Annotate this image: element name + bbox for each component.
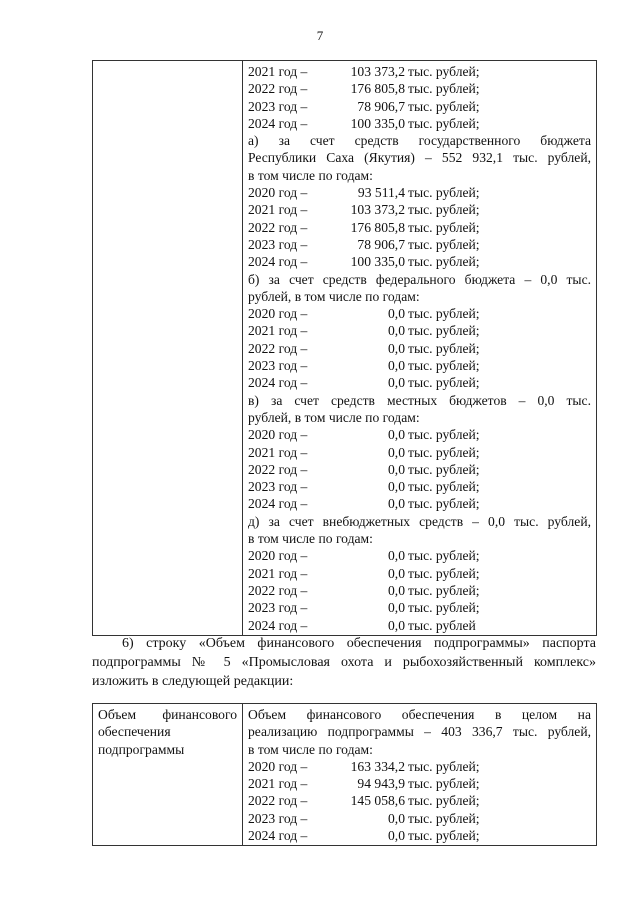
amount-unit: тыс. рублей; [408, 548, 480, 564]
year-row [248, 115, 591, 132]
year-row [248, 236, 591, 253]
year-row [248, 374, 591, 391]
year-label: 2023 год – [248, 358, 308, 374]
year-row [248, 201, 591, 218]
amount-value: 0,0 [388, 548, 405, 564]
amount-unit: тыс. рублей; [408, 115, 480, 131]
funding-detail-cell [243, 704, 597, 846]
amount-unit: тыс. рублей; [408, 793, 480, 809]
year-row [248, 582, 591, 599]
text-line: в том числе по годам: [248, 531, 373, 547]
year-row [248, 444, 591, 461]
year-label: 2024 год – [248, 828, 308, 844]
text-line: д) за счет внебюджетных средств – 0,0 тыс. рублей, [248, 513, 591, 529]
amount-unit: тыс. рублей; [408, 565, 480, 581]
amount-value: 0,0 [388, 323, 405, 339]
funding-table-continued [92, 60, 597, 636]
paragraph-line: 6) строку «Объем финансового обеспечения подпрограммы» паспорта [122, 636, 596, 651]
amount-unit: тыс. рублей; [408, 582, 480, 598]
label-line: обеспечения [98, 724, 171, 740]
amount-value: 0,0 [388, 444, 405, 460]
amount-unit: тыс. рублей; [408, 98, 480, 114]
amount-unit: тыс. рублей; [408, 461, 480, 477]
year-row [248, 253, 591, 270]
text-line: реализацию подпрограммы – 403 336,7 тыс. рублей, [248, 724, 591, 740]
year-row [248, 617, 591, 634]
amount-value: 78 906,7 [357, 98, 405, 114]
year-row [248, 547, 591, 564]
amount-value: 0,0 [388, 810, 405, 826]
year-label: 2021 год – [248, 323, 308, 339]
year-label: 2022 год – [248, 219, 308, 235]
text-line: рублей, в том числе по годам: [248, 288, 420, 304]
year-label: 2023 год – [248, 600, 308, 616]
year-label: 2021 год – [248, 444, 308, 460]
label-cell [93, 704, 243, 846]
year-label: 2024 год – [248, 375, 308, 391]
amount-value: 0,0 [388, 461, 405, 477]
page-number: 7 [316, 28, 324, 43]
amount-value: 103 373,2 [350, 202, 405, 218]
amount-unit: тыс. рублей; [408, 254, 480, 270]
amount-value: 94 943,9 [357, 776, 405, 792]
text-line: в) за счет средств местных бюджетов – 0,0 тыс. [248, 392, 591, 408]
paragraph-line: изложить в следующей редакции: [92, 674, 294, 689]
amount-unit: тыс. рублей [408, 617, 476, 633]
year-row [248, 426, 591, 443]
year-label: 2021 год – [248, 565, 308, 581]
year-row [248, 758, 591, 775]
amount-unit: тыс. рублей; [408, 776, 480, 792]
year-row [248, 599, 591, 616]
year-label: 2020 год – [248, 758, 308, 774]
amount-unit: тыс. рублей; [408, 340, 480, 356]
year-row [248, 63, 591, 80]
amount-value: 145 058,6 [350, 793, 405, 809]
amount-value: 0,0 [388, 427, 405, 443]
year-row [248, 322, 591, 339]
funding-table-subprogram-5 [92, 703, 597, 846]
amount-value: 0,0 [388, 479, 405, 495]
year-label: 2023 год – [248, 810, 308, 826]
amount-value: 0,0 [388, 565, 405, 581]
amount-unit: тыс. рублей; [408, 219, 480, 235]
amount-unit: тыс. рублей; [408, 600, 480, 616]
year-label: 2023 год – [248, 98, 308, 114]
year-label: 2022 год – [248, 793, 308, 809]
year-label: 2020 год – [248, 427, 308, 443]
amount-value: 176 805,8 [350, 81, 405, 97]
year-label: 2023 год – [248, 479, 308, 495]
year-row [248, 340, 591, 357]
amount-value: 0,0 [388, 600, 405, 616]
amount-unit: тыс. рублей; [408, 306, 480, 322]
text-line: в том числе по годам: [248, 167, 373, 183]
amount-unit: тыс. рублей; [408, 496, 480, 512]
amount-value: 100 335,0 [350, 254, 405, 270]
year-row [248, 775, 591, 792]
amount-value: 78 906,7 [357, 236, 405, 252]
year-label: 2024 год – [248, 617, 308, 633]
label-line: Объем финансового [98, 707, 237, 722]
amount-value: 0,0 [388, 375, 405, 391]
amount-unit: тыс. рублей; [408, 828, 480, 844]
year-row [248, 461, 591, 478]
amount-value: 0,0 [388, 617, 405, 633]
amendment-paragraph [92, 634, 596, 691]
year-row [248, 792, 591, 809]
amount-value: 93 511,4 [357, 185, 405, 201]
year-row [248, 810, 591, 827]
year-row [248, 357, 591, 374]
year-label: 2021 год – [248, 776, 308, 792]
year-label: 2022 год – [248, 340, 308, 356]
amount-unit: тыс. рублей; [408, 427, 480, 443]
year-label: 2021 год – [248, 64, 308, 79]
year-label: 2024 год – [248, 254, 308, 270]
amount-value: 176 805,8 [350, 219, 405, 235]
funding-detail-cell [243, 61, 597, 636]
year-row [248, 219, 591, 236]
year-label: 2022 год – [248, 81, 308, 97]
amount-value: 0,0 [388, 340, 405, 356]
amount-unit: тыс. рублей; [408, 202, 480, 218]
year-label: 2024 год – [248, 496, 308, 512]
amount-unit: тыс. рублей; [408, 358, 480, 374]
label-line: подпрограммы [98, 741, 185, 757]
year-label: 2022 год – [248, 461, 308, 477]
amount-unit: тыс. рублей; [408, 758, 480, 774]
amount-value: 163 334,2 [350, 758, 405, 774]
amount-unit: тыс. рублей; [408, 375, 480, 391]
amount-value: 0,0 [388, 496, 405, 512]
amount-unit: тыс. рублей; [408, 810, 480, 826]
year-label: 2021 год – [248, 202, 308, 218]
text-line: Объем финансового обеспечения в целом на [248, 707, 591, 722]
year-row [248, 184, 591, 201]
year-row [248, 80, 591, 97]
year-label: 2024 год – [248, 115, 308, 131]
amount-value: 0,0 [388, 828, 405, 844]
text-line: а) за счет средств государственного бюджета [248, 133, 591, 149]
paragraph-line: подпрограммы № 5 «Промысловая охота и рыбохозяйственный комплекс» [92, 655, 596, 670]
year-row [248, 565, 591, 582]
label-cell-empty [93, 61, 243, 636]
amount-unit: тыс. рублей; [408, 444, 480, 460]
amount-value: 103 373,2 [350, 64, 405, 79]
year-row [248, 827, 591, 844]
year-label: 2022 год – [248, 582, 308, 598]
amount-unit: тыс. рублей; [408, 81, 480, 97]
amount-unit: тыс. рублей; [408, 64, 480, 79]
year-label: 2020 год – [248, 548, 308, 564]
amount-unit: тыс. рублей; [408, 479, 480, 495]
year-label: 2020 год – [248, 306, 308, 322]
amount-value: 0,0 [388, 306, 405, 322]
text-line: б) за счет средств федерального бюджета – 0,0 тыс. [248, 271, 591, 287]
amount-unit: тыс. рублей; [408, 185, 480, 201]
text-line: Республики Саха (Якутия) – 552 932,1 тыс. рублей, [248, 150, 591, 166]
year-row [248, 495, 591, 512]
amount-unit: тыс. рублей; [408, 236, 480, 252]
year-row [248, 98, 591, 115]
amount-unit: тыс. рублей; [408, 323, 480, 339]
amount-value: 100 335,0 [350, 115, 405, 131]
amount-value: 0,0 [388, 358, 405, 374]
year-row [248, 305, 591, 322]
year-row [248, 478, 591, 495]
text-line: рублей, в том числе по годам: [248, 409, 420, 425]
text-line: в том числе по годам: [248, 741, 373, 757]
amount-value: 0,0 [388, 582, 405, 598]
year-label: 2023 год – [248, 236, 308, 252]
year-label: 2020 год – [248, 185, 308, 201]
